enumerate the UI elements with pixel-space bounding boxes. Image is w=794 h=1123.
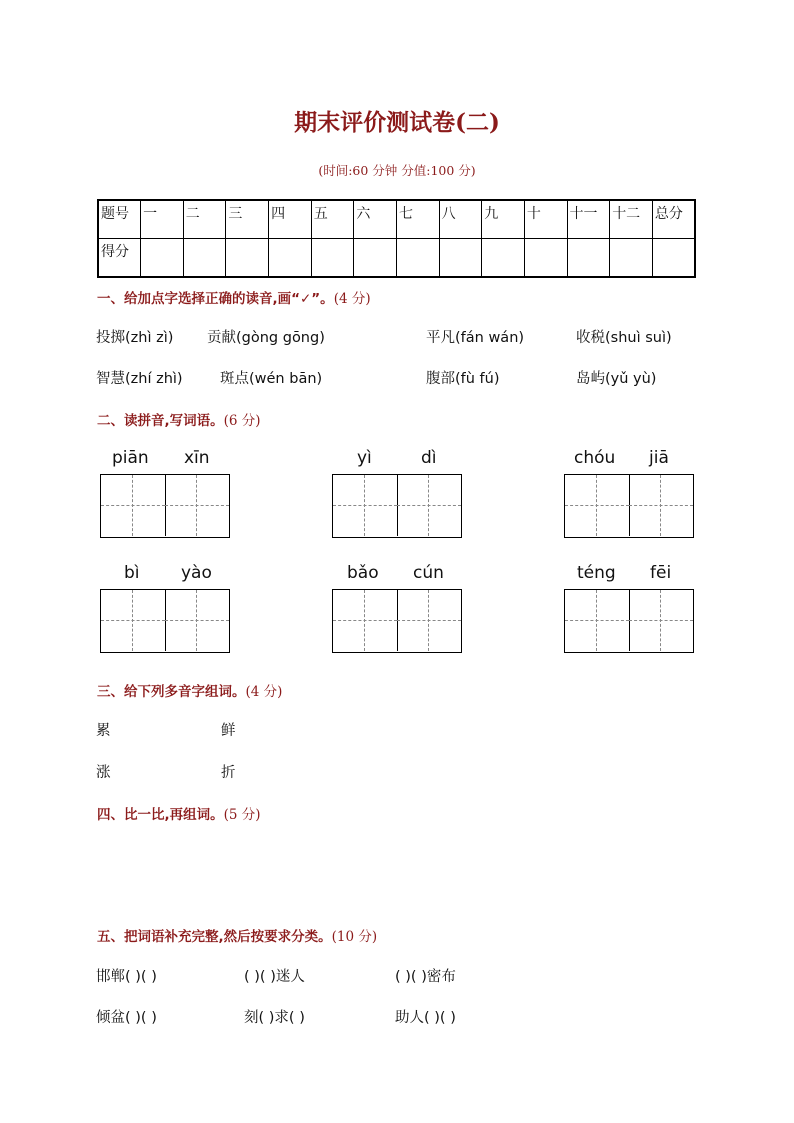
pinyin-label: fēi — [650, 563, 672, 583]
writing-grid[interactable] — [332, 474, 462, 538]
section-1-points: (4 分) — [333, 291, 371, 307]
page-subtitle: (时间:60 分钟 分值:100 分) — [318, 163, 476, 178]
score-header-cell: 三 — [226, 200, 269, 239]
pronunciation-item: 收税(shuì suì) — [576, 330, 672, 346]
pronunciation-item: 贡献(gòng gōng) — [207, 330, 325, 346]
section-2-title: 二、读拼音,写词语。 — [97, 413, 224, 429]
section-5-points: (10 分) — [331, 929, 378, 945]
idiom-blank[interactable]: ( )( )密布 — [395, 969, 456, 985]
section-5-title: 五、把词语补充完整,然后按要求分类。 — [97, 929, 332, 945]
pronunciation-item: 斑点(wén bān) — [220, 371, 323, 387]
writing-grid[interactable] — [332, 589, 462, 653]
idiom-blank[interactable]: 刻( )求( ) — [244, 1010, 305, 1026]
score-row-label: 得分 — [98, 239, 141, 278]
polyphone-char: 涨 — [96, 765, 111, 781]
pinyin-label: xīn — [184, 448, 210, 468]
score-header-cell: 十 — [524, 200, 567, 239]
section-4-points: (5 分) — [223, 807, 261, 823]
polyphone-char: 累 — [96, 723, 111, 739]
pinyin-label: cún — [413, 563, 444, 583]
score-header-cell: 总分 — [652, 200, 695, 239]
score-table — [97, 199, 696, 278]
idiom-blank[interactable]: 倾盆( )( ) — [96, 1010, 157, 1026]
polyphone-char: 折 — [221, 765, 236, 781]
section-3-points: (4 分) — [245, 684, 283, 700]
score-cell[interactable] — [269, 239, 312, 278]
score-header-cell: 一 — [141, 200, 184, 239]
writing-grid[interactable] — [100, 474, 230, 538]
section-1-heading — [97, 287, 371, 307]
score-cell[interactable] — [652, 239, 695, 278]
score-header-cell: 十二 — [610, 200, 653, 239]
score-header-cell: 八 — [439, 200, 482, 239]
section-2-heading — [97, 409, 261, 429]
pinyin-label: bì — [124, 563, 140, 583]
section-1-title: 一、给加点字选择正确的读音,画“✓”。 — [97, 291, 334, 307]
score-header-cell: 五 — [311, 200, 354, 239]
score-table-score-row — [98, 239, 695, 278]
writing-grid[interactable] — [100, 589, 230, 653]
pinyin-label: yì — [357, 448, 372, 468]
section-5-heading — [97, 925, 377, 945]
pronunciation-item: 岛屿(yǔ yù) — [576, 371, 657, 387]
section-3-title: 三、给下列多音字组词。 — [97, 684, 246, 700]
page-title: 期末评价测试卷(二) — [294, 109, 500, 136]
section-3-heading — [97, 680, 282, 700]
pronunciation-item: 投掷(zhì zì) — [96, 330, 174, 346]
score-table-header-row — [98, 200, 695, 239]
score-cell[interactable] — [524, 239, 567, 278]
score-cell[interactable] — [311, 239, 354, 278]
score-cell[interactable] — [439, 239, 482, 278]
pinyin-label: chóu — [574, 448, 616, 468]
pinyin-label: piān — [112, 448, 149, 468]
pronunciation-item: 腹部(fù fú) — [426, 371, 500, 387]
score-header-cell: 十一 — [567, 200, 610, 239]
writing-grid[interactable] — [564, 474, 694, 538]
pronunciation-item: 智慧(zhí zhì) — [96, 371, 183, 387]
pinyin-label: jiā — [649, 448, 669, 468]
score-header-cell: 七 — [396, 200, 439, 239]
score-header-cell: 题号 — [98, 200, 141, 239]
section-4-heading — [97, 803, 261, 823]
score-header-cell: 六 — [354, 200, 397, 239]
score-cell[interactable] — [141, 239, 184, 278]
pronunciation-item: 平凡(fán wán) — [426, 330, 525, 346]
section-2-points: (6 分) — [223, 413, 261, 429]
score-cell[interactable] — [482, 239, 525, 278]
score-header-cell: 四 — [269, 200, 312, 239]
score-cell[interactable] — [354, 239, 397, 278]
score-cell[interactable] — [567, 239, 610, 278]
score-header-cell: 九 — [482, 200, 525, 239]
pinyin-label: bǎo — [347, 563, 379, 583]
pinyin-label: dì — [421, 448, 437, 468]
score-cell[interactable] — [183, 239, 226, 278]
score-cell[interactable] — [610, 239, 653, 278]
writing-grid[interactable] — [564, 589, 694, 653]
idiom-blank[interactable]: 邯郸( )( ) — [96, 969, 157, 985]
score-cell[interactable] — [396, 239, 439, 278]
score-header-cell: 二 — [183, 200, 226, 239]
idiom-blank[interactable]: 助人( )( ) — [395, 1010, 456, 1026]
idiom-blank[interactable]: ( )( )迷人 — [244, 969, 305, 985]
polyphone-char: 鲜 — [221, 723, 236, 739]
score-cell[interactable] — [226, 239, 269, 278]
section-4-title: 四、比一比,再组词。 — [97, 807, 224, 823]
pinyin-label: téng — [577, 563, 616, 583]
pinyin-label: yào — [181, 563, 212, 583]
